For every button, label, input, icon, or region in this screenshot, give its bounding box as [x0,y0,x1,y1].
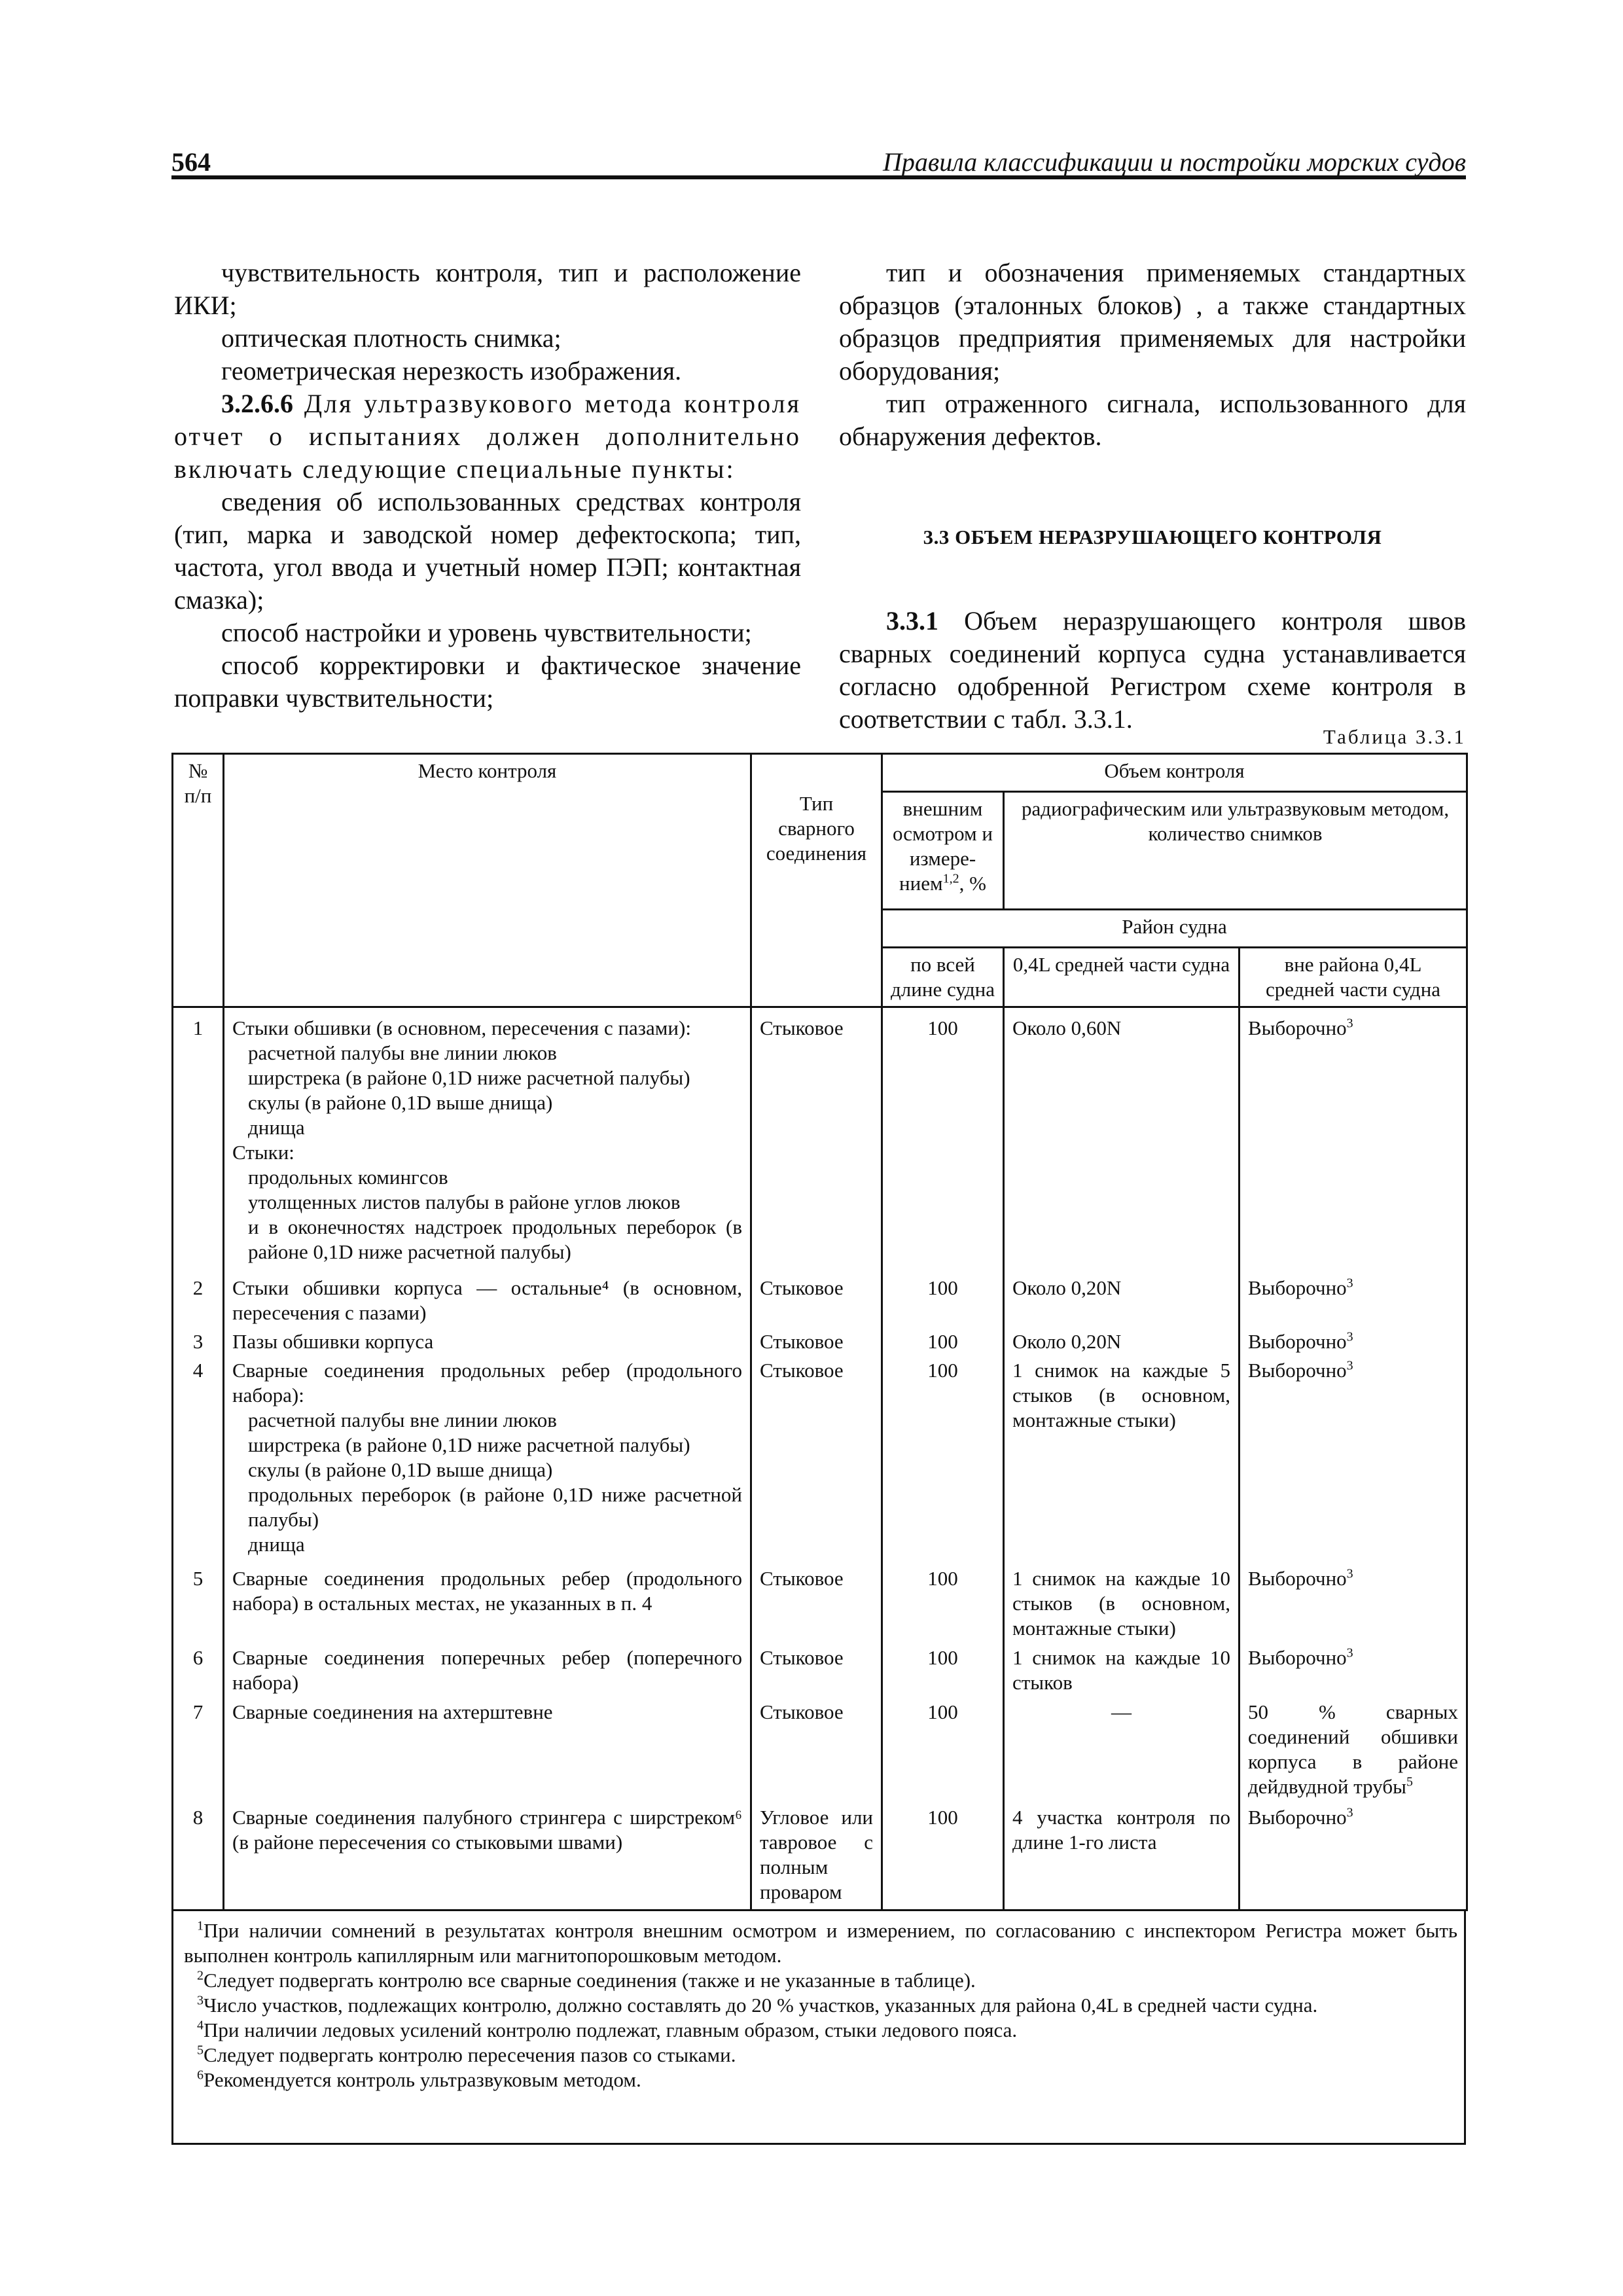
paragraph: способ настройки и уровень чувствительности; [221,618,752,647]
footnote: $^6$Рекомендуется контроль ультразвуковым методом. [197,2068,641,2091]
table-caption: Таблица 3.3.1 [1323,725,1466,748]
row-mid: 1 снимок на каждые 10 стыков [1004,1644,1240,1698]
row-visual: 100 [882,1007,1004,1274]
row-place: Стыки обшивки (в основном, пересечения с пазами): расчетной палубы вне линии люков ширстрека (в районе 0,1D ниже расчетной палубы) скулы (в районе 0,1D выше днища) днища Стыки: продольных комингсов утолщенных листов палубы в районе углов люков и в оконечностях надстроек продольных переборок (в районе 0,1D ниже расчетной палубы) [224,1007,751,1274]
row-place: Сварные соединения палубного стрингера с ширстреком⁶ (в районе пересечения со стыковыми швами) [224,1804,751,1910]
paragraph: тип отраженного сигнала, использованного для обнаружения дефектов. [839,389,1466,451]
clause-text: Для ультразвукового метода контроля отчет о испытаниях должен дополнительно включать следующие специальные пункты: [174,389,801,484]
section-heading: 3.3 ОБЪЕМ НЕРАЗРУШАЮЩЕГО КОНТРОЛЯ [923,526,1382,548]
row-mid: 1 снимок на каждые 5 стыков (в основном, монтажные стыки) [1004,1357,1240,1565]
paragraph: сведения об использованных средствах контроля (тип, марка и заводской номер дефектоскопа; тип, частота, угол ввода и учетный номер ПЭП; контактная смазка); [174,487,801,615]
footnote: $^3$Число участков, подлежащих контролю, должно составлять до 20 % участков, указанных для района 0,4L в средней части судна. [197,1993,1318,2017]
row-outside: Выборочно$^3$ [1240,1007,1467,1274]
row-mid: 4 участка контроля по длине 1-го листа [1004,1804,1240,1910]
clause-text: Объем неразрушающего контроля швов сварных соединений корпуса судна устанавливается согласно одобренной Регистром схеме контроля в соответствии с табл. 3.3.1. [839,606,1466,734]
header-joint-type: Тип сварного соединения [751,754,882,1007]
row-joint-type: Стыковое [751,1644,882,1698]
row-joint-type: Стыковое [751,1274,882,1329]
row-number: 4 [173,1357,224,1565]
table-footnotes [171,1909,1466,2145]
row-outside: Выборочно$^3$ [1240,1357,1467,1565]
header-radio: радиографическим или ультразвуковым методом, количество снимков [1004,792,1467,910]
row-visual: 100 [882,1804,1004,1910]
right-column [839,257,1466,736]
running-title: Правила классификации и постройки морских судов [882,147,1466,177]
table-container [171,753,1466,2145]
page-header [171,143,1466,179]
paragraph: геометрическая нерезкость изображения. [221,356,682,386]
row-joint-type: Стыковое [751,1007,882,1274]
row-place: Сварные соединения на ахтерштевне [224,1698,751,1804]
row-outside: Выборочно$^3$ [1240,1644,1467,1698]
table-row [173,1007,1467,1274]
row-joint-type: Стыковое [751,1565,882,1645]
paragraph: оптическая плотность снимка; [221,323,562,353]
paragraph-3-2-6-6 [174,387,801,486]
footnote: $^5$Следует подвергать контролю пересечения пазов со стыками. [197,2043,736,2066]
row-mid: Около 0,20N [1004,1274,1240,1329]
row-place: Сварные соединения продольных ребер (продольного набора): расчетной палубы вне линии люков ширстрека (в районе 0,1D ниже расчетной палубы) скулы (в районе 0,1D выше днища) продольных переборок (в районе 0,1D ниже расчетной палубы) днища [224,1357,751,1565]
header-visual: внешним осмотром и измере- нием$^{1,2}$, % [882,792,1004,910]
row-place: Стыки обшивки корпуса — остальные⁴ (в основном, пересечения с пазами) [224,1274,751,1329]
row-place: Сварные соединения поперечных ребер (поперечного набора) [224,1644,751,1698]
control-volume-table [171,753,1468,1911]
row-number: 5 [173,1565,224,1645]
clause-number: 3.3.1 [886,606,938,636]
header-outside-04L: вне района 0,4L средней части судна [1240,948,1467,1007]
row-visual: 100 [882,1357,1004,1565]
row-place: Сварные соединения продольных ребер (продольного набора) в остальных местах, не указанных в п. 4 [224,1565,751,1645]
row-visual: 100 [882,1274,1004,1329]
table-row [173,1328,1467,1356]
row-joint-type: Стыковое [751,1357,882,1565]
row-outside: Выборочно$^3$ [1240,1565,1467,1645]
row-number: 1 [173,1007,224,1274]
row-joint-type: Стыковое [751,1328,882,1356]
row-mid: 1 снимок на каждые 10 стыков (в основном, монтажные стыки) [1004,1565,1240,1645]
row-outside: Выборочно$^3$ [1240,1274,1467,1329]
row-mid: Около 0,60N [1004,1007,1240,1274]
row-number: 3 [173,1328,224,1356]
row-joint-type: Стыковое [751,1698,882,1804]
row-outside: Выборочно$^3$ [1240,1804,1467,1910]
row-visual: 100 [882,1698,1004,1804]
header-rule [171,175,1466,179]
left-column [174,257,801,715]
table-row [173,1357,1467,1565]
footnote: $^4$При наличии ледовых усилений контролю подлежат, главным образом, стыки ледового пояса. [197,2018,1018,2041]
header-full-length: по всей длине судна [882,948,1004,1007]
table-row [173,1804,1467,1910]
header-volume: Объем контроля [882,754,1467,792]
row-number: 6 [173,1644,224,1698]
paragraph: способ корректировки и фактическое значение поправки чувствительности; [174,651,801,713]
row-visual: 100 [882,1565,1004,1645]
paragraph: чувствительность контроля, тип и расположение ИКИ; [174,258,801,320]
row-number: 8 [173,1804,224,1910]
row-number: 7 [173,1698,224,1804]
page-number: 564 [171,147,211,177]
clause-number: 3.2.6.6 [221,389,293,418]
header-mid-04L: 0,4L средней части судна [1004,948,1240,1007]
table-row [173,1274,1467,1329]
table-row [173,1565,1467,1645]
row-number: 2 [173,1274,224,1329]
table-row [173,1698,1467,1804]
row-visual: 100 [882,1644,1004,1698]
row-joint-type: Угловое или тавровое с полным проваром [751,1804,882,1910]
row-outside: Выборочно$^3$ [1240,1328,1467,1356]
header-num: № п/п [173,754,224,1007]
row-mid: Около 0,20N [1004,1328,1240,1356]
table-row [173,1644,1467,1698]
row-visual: 100 [882,1328,1004,1356]
row-place: Пазы обшивки корпуса [224,1328,751,1356]
footnote: $^2$Следует подвергать контролю все сварные соединения (также и не указанные в таблице). [197,1968,976,1992]
row-mid: — [1004,1698,1240,1804]
header-place: Место контроля [224,754,751,1007]
row-outside: 50 % сварных соединений обшивки корпуса в районе дейдвудной трубы$^5$ [1240,1698,1467,1804]
footnote: $^1$При наличии сомнений в результатах контроля внешним осмотром и измерением, по согласованию с инспектором Регистра может быть выполнен контроль капиллярным или магнитопорошковым методом. [184,1918,1457,1967]
header-ship-area: Район судна [882,910,1467,948]
paragraph-3-3-1 [839,605,1466,736]
paragraph: тип и обозначения применяемых стандартных образцов (эталонных блоков) , а также стандартных образцов предприятия применяемых для настройки оборудования; [839,258,1466,386]
